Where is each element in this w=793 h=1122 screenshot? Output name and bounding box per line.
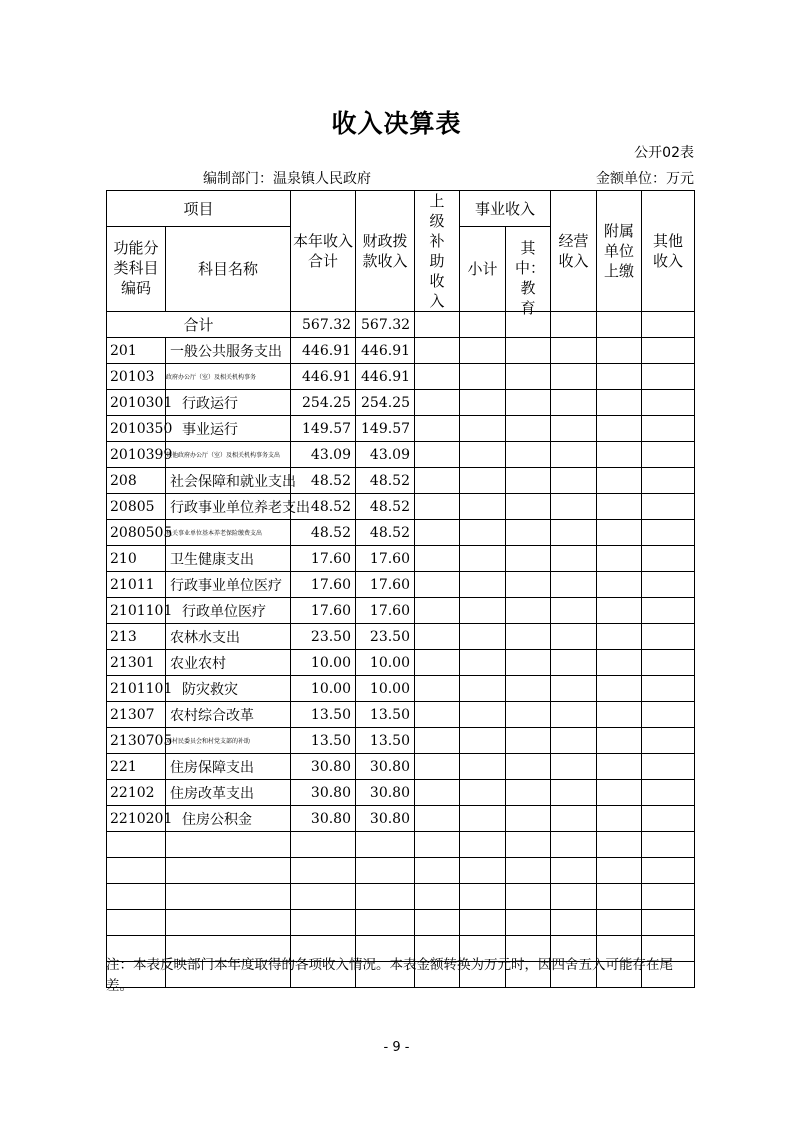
- table-row: [107, 390, 695, 416]
- row-total: 10.00: [291, 650, 356, 676]
- table-row: [107, 754, 695, 780]
- total-fiscal: 567.32: [356, 312, 415, 338]
- table-row: [107, 520, 695, 546]
- row-name: 其他政府办公厅（室）及相关机构事务支出: [166, 442, 291, 468]
- row-total: 48.52: [291, 494, 356, 520]
- row-fiscal: 13.50: [356, 728, 415, 754]
- empty-row: [107, 858, 695, 884]
- table-row: [107, 806, 695, 832]
- row-name: 卫生健康支出: [166, 546, 291, 572]
- table-row: [107, 650, 695, 676]
- row-code: 210: [107, 546, 166, 572]
- row-total: 30.80: [291, 806, 356, 832]
- row-total: 17.60: [291, 546, 356, 572]
- row-code: 2080505: [107, 520, 166, 546]
- row-total: 10.00: [291, 676, 356, 702]
- row-code: 2130705: [107, 728, 166, 754]
- table-row: [107, 702, 695, 728]
- row-fiscal: 13.50: [356, 702, 415, 728]
- row-fiscal: 30.80: [356, 754, 415, 780]
- total-label: 合计: [107, 312, 291, 338]
- department-line: [203, 168, 371, 188]
- row-code: 20103: [107, 364, 166, 390]
- row-name: 行政事业单位医疗: [166, 572, 291, 598]
- header-fiscal: 财政拨款收入: [356, 191, 415, 312]
- row-code: 213: [107, 624, 166, 650]
- row-name: 防灾救灾: [166, 676, 291, 702]
- empty-row: [107, 832, 695, 858]
- row-code: 208: [107, 468, 166, 494]
- header-operating: 经营收入: [551, 191, 597, 312]
- row-total: 48.52: [291, 468, 356, 494]
- table-row: [107, 728, 695, 754]
- total-income: 567.32: [291, 312, 356, 338]
- row-name: 农村综合改革: [166, 702, 291, 728]
- total-row: [107, 312, 695, 338]
- table-row: [107, 416, 695, 442]
- row-name: 农业农村: [166, 650, 291, 676]
- row-fiscal: 48.52: [356, 494, 415, 520]
- row-fiscal: 48.52: [356, 520, 415, 546]
- table-row: [107, 442, 695, 468]
- table-row: [107, 494, 695, 520]
- row-name: 一般公共服务支出: [166, 338, 291, 364]
- row-code: 21301: [107, 650, 166, 676]
- page-title: 收入决算表: [331, 109, 462, 138]
- row-total: 17.60: [291, 598, 356, 624]
- table-row: [107, 676, 695, 702]
- header-affiliated: 附属单位上缴: [597, 191, 642, 312]
- row-name: 农林水支出: [166, 624, 291, 650]
- row-code: 221: [107, 754, 166, 780]
- row-fiscal: 254.25: [356, 390, 415, 416]
- header-project: 项目: [107, 191, 291, 227]
- department-label: 编制部门：: [203, 171, 273, 187]
- table-row: [107, 780, 695, 806]
- header-current-income: 本年收入合计: [291, 191, 356, 312]
- row-name: 行政事业单位养老支出: [166, 494, 291, 520]
- row-fiscal: 17.60: [356, 598, 415, 624]
- row-fiscal: 30.80: [356, 806, 415, 832]
- row-code: 2210201: [107, 806, 166, 832]
- page-number: - 9 -: [383, 1040, 410, 1055]
- row-fiscal: 23.50: [356, 624, 415, 650]
- row-total: 17.60: [291, 572, 356, 598]
- row-name: 行政单位医疗: [166, 598, 291, 624]
- row-code: 2101101: [107, 676, 166, 702]
- header-subtotal: 小计: [460, 227, 506, 312]
- row-fiscal: 17.60: [356, 572, 415, 598]
- row-code: 20805: [107, 494, 166, 520]
- row-code: 2101101: [107, 598, 166, 624]
- table-row: [107, 546, 695, 572]
- row-total: 30.80: [291, 780, 356, 806]
- header-name: 科目名称: [166, 227, 291, 312]
- header-of-which: 其中：教育: [506, 227, 551, 312]
- header-other: 其他收入: [642, 191, 695, 312]
- row-name: 住房公积金: [166, 806, 291, 832]
- row-fiscal: 43.09: [356, 442, 415, 468]
- table-row: [107, 598, 695, 624]
- row-name: 机关事业单位基本养老保险缴费支出: [166, 520, 291, 546]
- department-name: 温泉镇人民政府: [273, 171, 371, 187]
- row-total: 48.52: [291, 520, 356, 546]
- row-fiscal: 10.00: [356, 650, 415, 676]
- row-total: 446.91: [291, 338, 356, 364]
- row-fiscal: 10.00: [356, 676, 415, 702]
- table-row: [107, 338, 695, 364]
- header-superior: 上级补助收入: [415, 191, 460, 312]
- row-fiscal: 48.52: [356, 468, 415, 494]
- row-name: 事业运行: [166, 416, 291, 442]
- row-total: 23.50: [291, 624, 356, 650]
- empty-row: [107, 910, 695, 936]
- row-total: 149.57: [291, 416, 356, 442]
- row-fiscal: 30.80: [356, 780, 415, 806]
- form-code: 公开02表: [634, 145, 694, 161]
- row-fiscal: 446.91: [356, 364, 415, 390]
- row-total: 13.50: [291, 728, 356, 754]
- table-row: [107, 572, 695, 598]
- row-total: 43.09: [291, 442, 356, 468]
- row-code: 2010301: [107, 390, 166, 416]
- row-name: 住房保障支出: [166, 754, 291, 780]
- row-code: 22102: [107, 780, 166, 806]
- row-total: 254.25: [291, 390, 356, 416]
- row-name: 社会保障和就业支出: [166, 468, 291, 494]
- row-total: 30.80: [291, 754, 356, 780]
- row-fiscal: 149.57: [356, 416, 415, 442]
- table-row: [107, 468, 695, 494]
- row-total: 446.91: [291, 364, 356, 390]
- table-row: [107, 364, 695, 390]
- income-table: [106, 190, 695, 988]
- empty-row: [107, 884, 695, 910]
- row-code: 21307: [107, 702, 166, 728]
- table-note: 注：本表反映部门本年度取得的各项收入情况。本表金额转换为万元时，因四舍五入可能存在尾差。: [106, 957, 673, 994]
- amount-unit: 金额单位：万元: [596, 171, 694, 187]
- table-row: [107, 624, 695, 650]
- row-code: 2010350: [107, 416, 166, 442]
- row-fiscal: 446.91: [356, 338, 415, 364]
- row-name: 政府办公厅（室）及相关机构事务: [166, 364, 291, 390]
- row-total: 13.50: [291, 702, 356, 728]
- header-code: 功能分类科目编码: [107, 227, 166, 312]
- row-code: 201: [107, 338, 166, 364]
- row-name: 行政运行: [166, 390, 291, 416]
- row-code: 2010399: [107, 442, 166, 468]
- header-business: 事业收入: [460, 191, 551, 227]
- row-code: 21011: [107, 572, 166, 598]
- row-fiscal: 17.60: [356, 546, 415, 572]
- row-name: 对村民委员会和村党支部的补助: [166, 728, 291, 754]
- row-name: 住房改革支出: [166, 780, 291, 806]
